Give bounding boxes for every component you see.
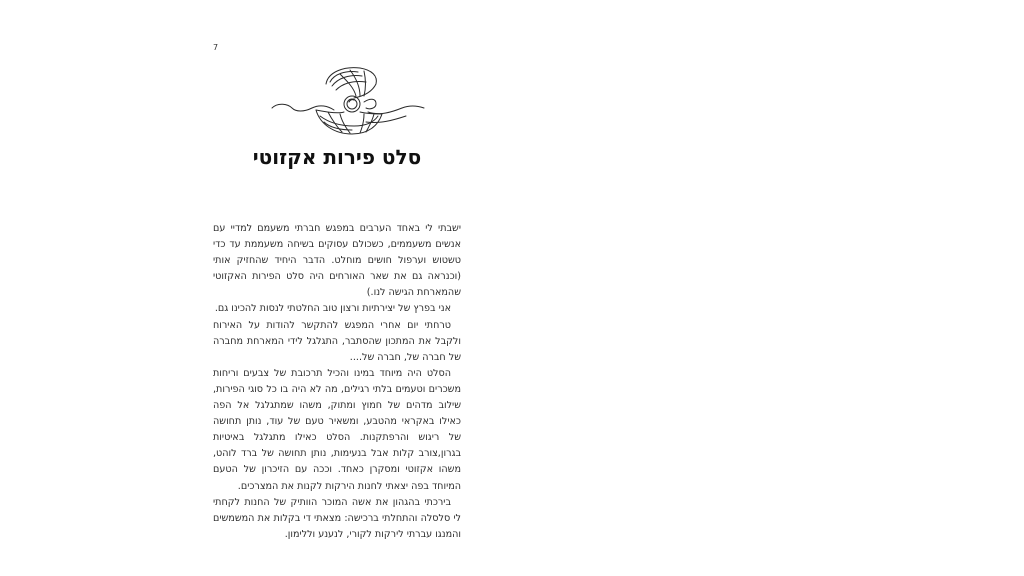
oyster-shell-with-pearl-icon: [268, 62, 428, 142]
paragraph: בירכתי בהגהון את אשה המוכר הוותיק של החנות לקחתי לי סלסלה והתחלתי ברכישה: מצאתי די בקלות את המשמשים והמנגו עברתי לירקות לקורי, לנענע וללימון.: [213, 496, 461, 540]
paragraph: ישבתי לי באחד הערבים במפגש חברתי משעמם למדיי עם אנשים משעממים, כשכולם עסוקים בשיחה משעממת עד כדי טשטוש וערפול חושים מוחלט. הדבר היחיד שהחזיק אותי (וכנראה גם את שאר האורחים היה סלט הפירות האקזוטי שהמארחת הגישה לנו.): [213, 223, 461, 299]
paragraph: הסלט היה מיוחד במינו והכיל תרכובת של צבעים וריחות משכרים וטעמים בלתי רגילים, מה לא היה בו כל סוגי הפירות, שילוב מדהים של חמוץ ומתוק, משהו שמתגלגל אל הפה כאילו באקראי מהטבע, ומשאיר טעם של עוד, נותן תחושה של ריגוש והרפתקנות. הסלט כאילו מתגלגל באיטיות בגרון,צורב קלות אבל בנעימות, נותן תחושה של ברד לוהט, משהו אקזוטי ומסקרן כאחד. וככה עם הזיכרון של הטעם המיוחד בפה יצאתי לחנות הירקות לקנות את המצרכים.: [213, 367, 461, 492]
recipe-story-text: [213, 221, 461, 543]
page-number: 7: [213, 43, 219, 52]
paragraph: אני בפרץ של יצירתיות ורצון טוב החלטתי לנסות להכינו גם.: [214, 303, 451, 315]
paragraph: טרחתי יום אחרי המפגש להתקשר להודות על האירוח ולקבל את המתכון שהסתבר, התגלגל לידי המארחת מחברה של חברה של, חברה של....: [213, 319, 461, 363]
recipe-title: סלט פירות אקזוטי: [252, 145, 422, 169]
